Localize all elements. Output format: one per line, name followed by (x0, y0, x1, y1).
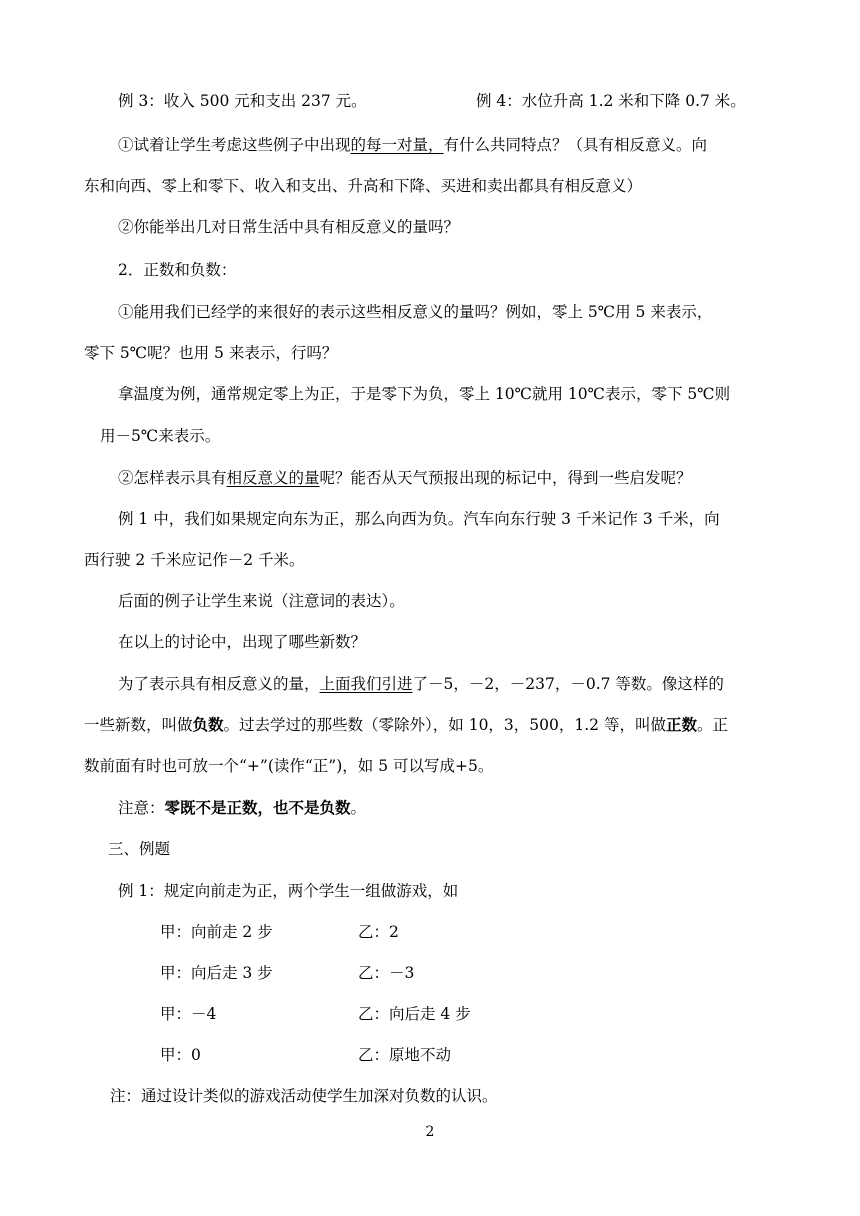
game-row-yi: 乙：－3 (358, 964, 415, 982)
text: 有什么共同特点？（具有相反意义。向 (443, 136, 708, 154)
paragraph-line: 例 1 中，我们如果规定向东为正，那么向西为负。汽车向东行驶 3 千米记作 3 千米，向 (118, 510, 720, 528)
paragraph-line: 用－5℃来表示。 (100, 427, 221, 445)
underlined-text: 相反意义的量 (226, 469, 320, 487)
bold-term: 负数 (192, 715, 224, 734)
text: 为了表示具有相反意义的量， (118, 675, 320, 693)
paragraph-line (84, 714, 728, 736)
bold-term: 正数 (665, 715, 697, 734)
game-row-jia: 甲：向后走 3 步 (160, 964, 273, 982)
example-4: 例 4：水位升高 1.2 米和下降 0.7 米。 (476, 92, 746, 110)
game-row-jia: 甲：向前走 2 步 (160, 923, 273, 941)
paragraph-line: 后面的例子让学生来说（注意词的表达）。 (118, 592, 405, 610)
text: 注意： (118, 799, 165, 817)
game-row-yi: 乙：2 (358, 923, 399, 941)
text: ②怎样表示具有 (118, 469, 227, 487)
paragraph-line: ①能用我们已经学的来很好的表示这些相反意义的量吗？例如，零上 5℃用 5 来表示， (118, 303, 713, 321)
paragraph-line (118, 673, 724, 695)
text: ①试着让学生考虑这些例子中出现 (118, 136, 351, 154)
example-3: 例 3：收入 500 元和支出 237 元。 (118, 92, 367, 110)
question-2: ②你能举出几对日常生活中具有相反意义的量吗？ (118, 218, 460, 236)
text: 一些新数，叫做 (84, 716, 193, 734)
text: 。过去学过的那些数（零除外），如 10，3，500，1.2 等，叫做 (223, 716, 666, 734)
page-number: 2 (425, 1124, 435, 1140)
game-row-jia: 甲：0 (160, 1046, 201, 1064)
footnote: 注：通过设计类似的游戏活动使学生加深对负数的认识。 (110, 1087, 498, 1105)
underlined-text: 上面我们引进 (319, 675, 413, 693)
game-row-yi: 乙：原地不动 (358, 1046, 452, 1064)
paragraph-line: 西行驶 2 千米应记作－2 千米。 (84, 551, 305, 569)
underlined-text: 的每一对量， (350, 136, 444, 154)
text: 。 (350, 799, 367, 817)
text: 了－5，－2，－237，－0.7 等数。像这样的 (412, 675, 724, 693)
section-heading: 三、例题 (108, 840, 171, 858)
paragraph-line (118, 467, 692, 489)
text: 。正 (696, 716, 728, 734)
paragraph-line: 拿温度为例，通常规定零上为正，于是零下为负，零上 10℃就用 10℃表示，零下 5℃则 (118, 385, 731, 403)
section-heading: 2．正数和负数： (118, 261, 237, 279)
question-1-line-2: 东和向西、零上和零下、收入和支出、升高和下降、买进和卖出都具有相反意义） (84, 177, 643, 195)
game-row-jia: 甲：－4 (160, 1005, 217, 1023)
note-line (118, 797, 366, 819)
bold-term: 零既不是正数，也不是负数 (164, 798, 351, 817)
example-intro: 例 1：规定向前走为正，两个学生一组做游戏，如 (118, 882, 459, 900)
paragraph-line: 数前面有时也可放一个“+”(读作“正”)，如 5 可以写成+5。 (84, 757, 494, 775)
game-row-yi: 乙：向后走 4 步 (358, 1005, 471, 1023)
text: 呢？能否从天气预报出现的标记中，得到一些启发呢？ (319, 469, 692, 487)
paragraph-line: 在以上的讨论中，出现了哪些新数？ (118, 633, 367, 651)
paragraph-line: 零下 5℃呢？也用 5 来表示，行吗？ (84, 344, 338, 362)
question-1-line-1 (118, 134, 707, 156)
